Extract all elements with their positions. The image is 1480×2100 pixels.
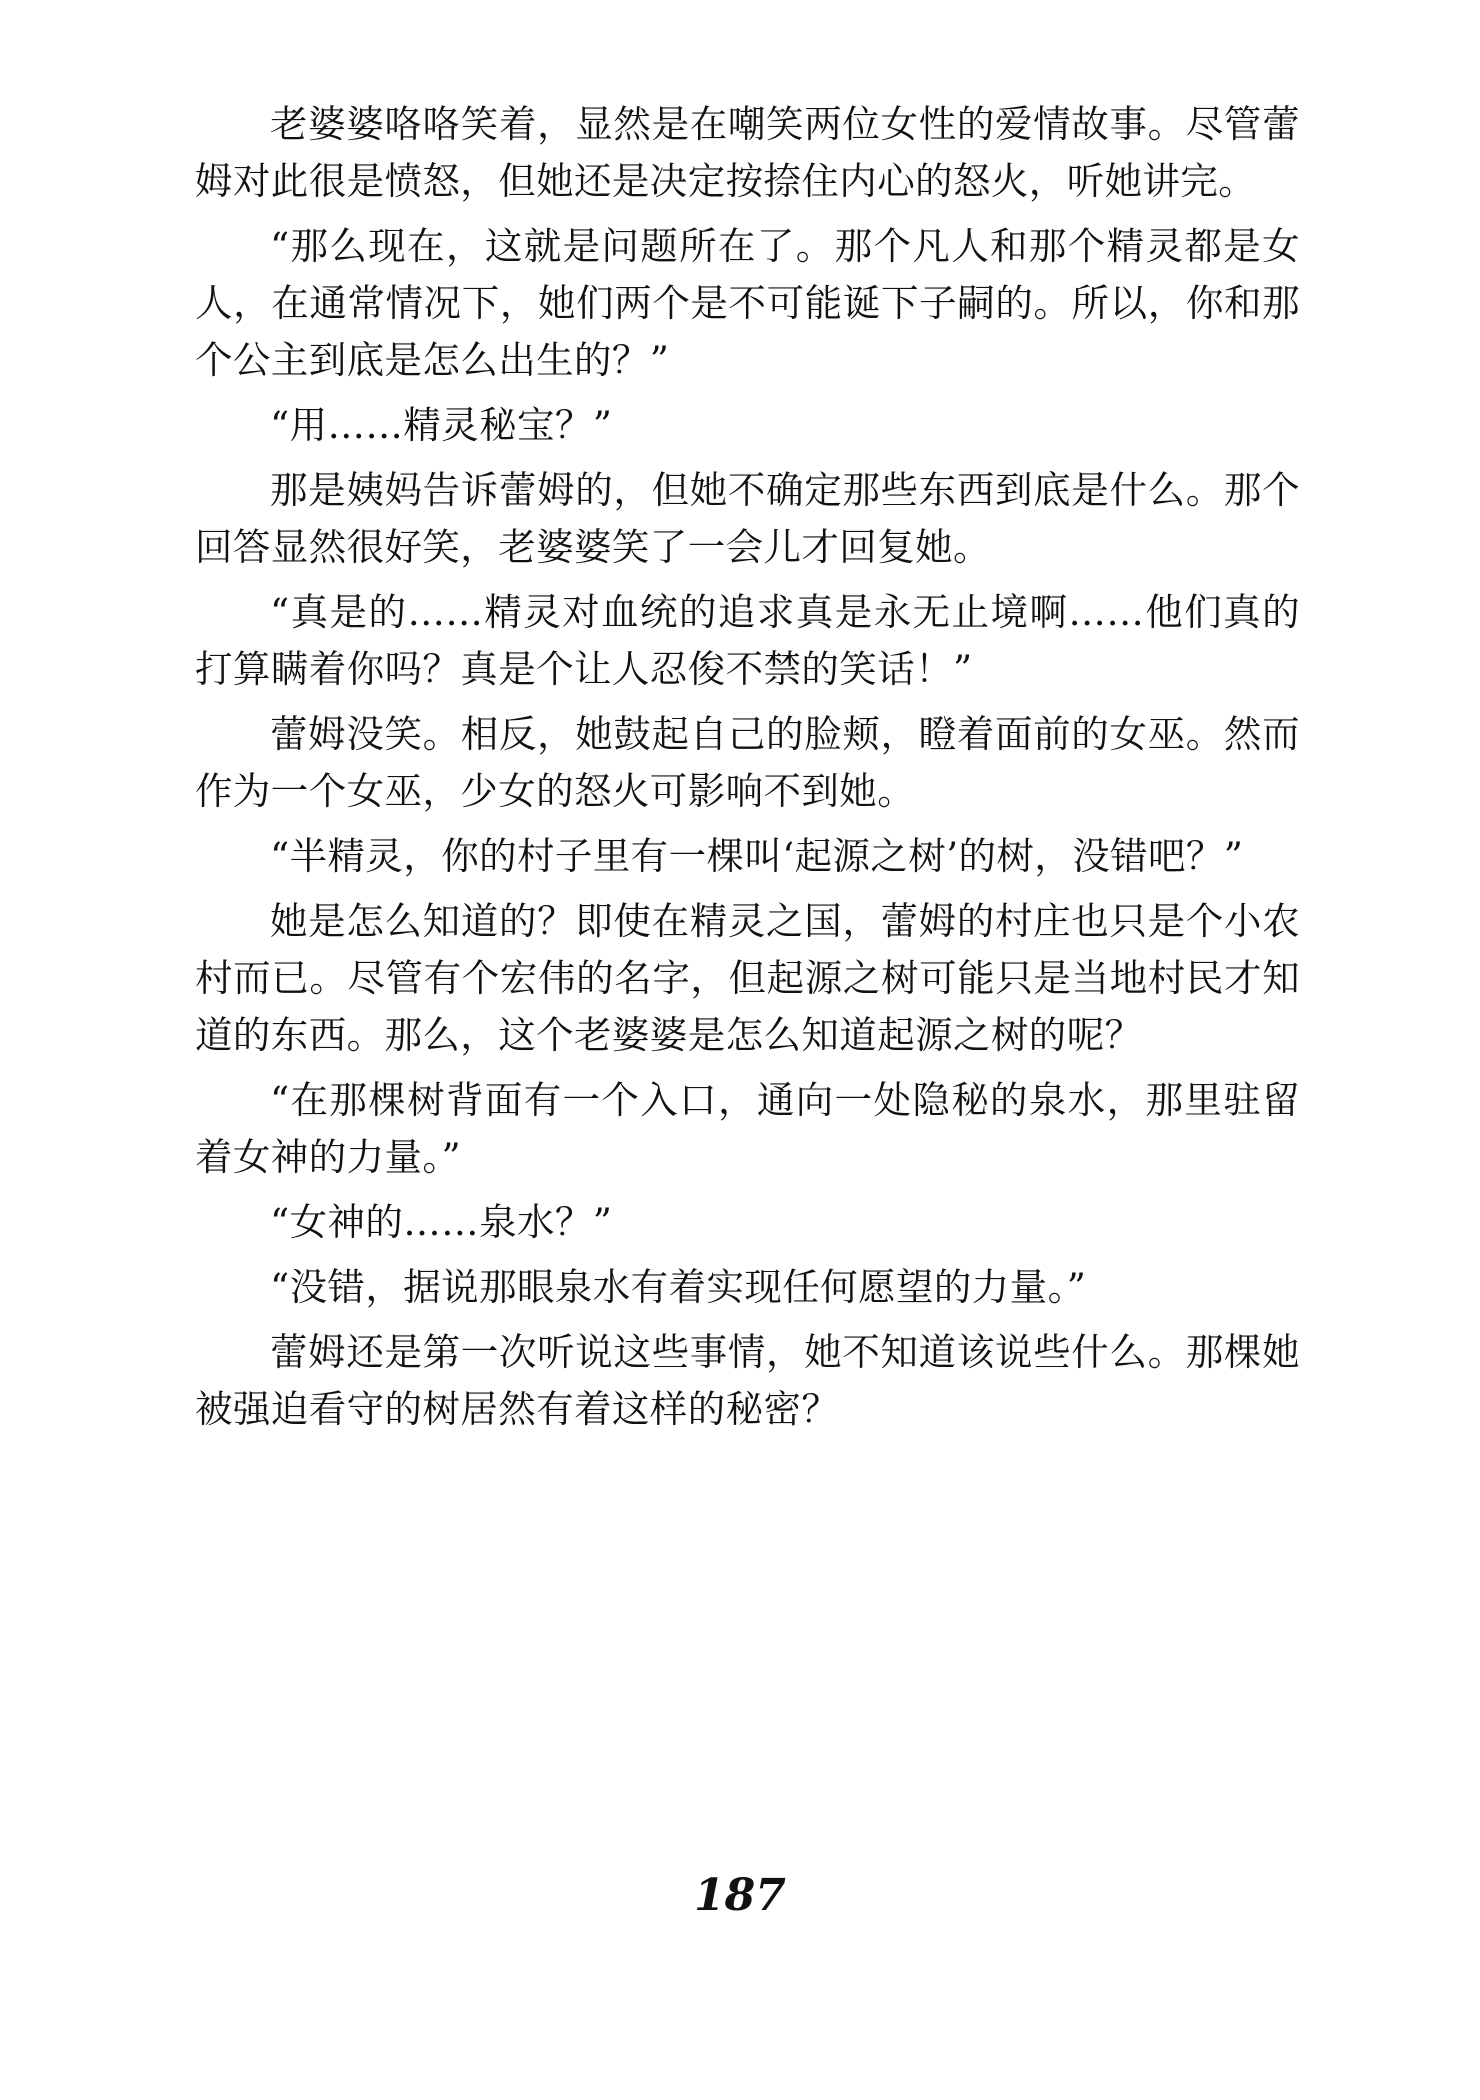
paragraph: “女神的……泉水？” bbox=[270, 1200, 613, 1244]
paragraph: “那么现在，这就是问题所在了。那个凡人和那个精灵都是女人，在通常情况下，她们两个是不可能诞下子嗣的。所以，你和那个公主到底是怎么出生的？” bbox=[195, 224, 1300, 382]
paragraph: 那是姨妈告诉蕾姆的，但她不确定那些东西到底是什么。那个回答显然很好笑，老婆婆笑了一会儿才回复她。 bbox=[195, 468, 1300, 569]
paragraph: 老婆婆咯咯笑着，显然是在嘲笑两位女性的爱情故事。尽管蕾姆对此很是愤怒，但她还是决定按捺住内心的怒火，听她讲完。 bbox=[195, 102, 1300, 203]
paragraph: “真是的……精灵对血统的追求真是永无止境啊……他们真的打算瞒着你吗？真是个让人忍俊不禁的笑话！” bbox=[195, 590, 1300, 691]
page-body bbox=[195, 96, 1300, 1438]
page-number: 187 bbox=[694, 1870, 786, 1921]
paragraph: “用……精灵秘宝？” bbox=[270, 403, 613, 447]
paragraph: “半精灵，你的村子里有一棵叫‘起源之树’的树，没错吧？” bbox=[270, 834, 1244, 878]
paragraph: 蕾姆没笑。相反，她鼓起自己的脸颊，瞪着面前的女巫。然而作为一个女巫，少女的怒火可影响不到她。 bbox=[195, 712, 1300, 813]
paragraph: 她是怎么知道的？即使在精灵之国，蕾姆的村庄也只是个小农村而已。尽管有个宏伟的名字，但起源之树可能只是当地村民才知道的东西。那么，这个老婆婆是怎么知道起源之树的呢？ bbox=[195, 899, 1300, 1057]
paragraph: 蕾姆还是第一次听说这些事情，她不知道该说些什么。那棵她被强迫看守的树居然有着这样的秘密？ bbox=[195, 1330, 1300, 1431]
paragraph: “在那棵树背面有一个入口，通向一处隐秘的泉水，那里驻留着女神的力量。” bbox=[195, 1078, 1300, 1179]
paragraph: “没错，据说那眼泉水有着实现任何愿望的力量。” bbox=[270, 1265, 1087, 1309]
